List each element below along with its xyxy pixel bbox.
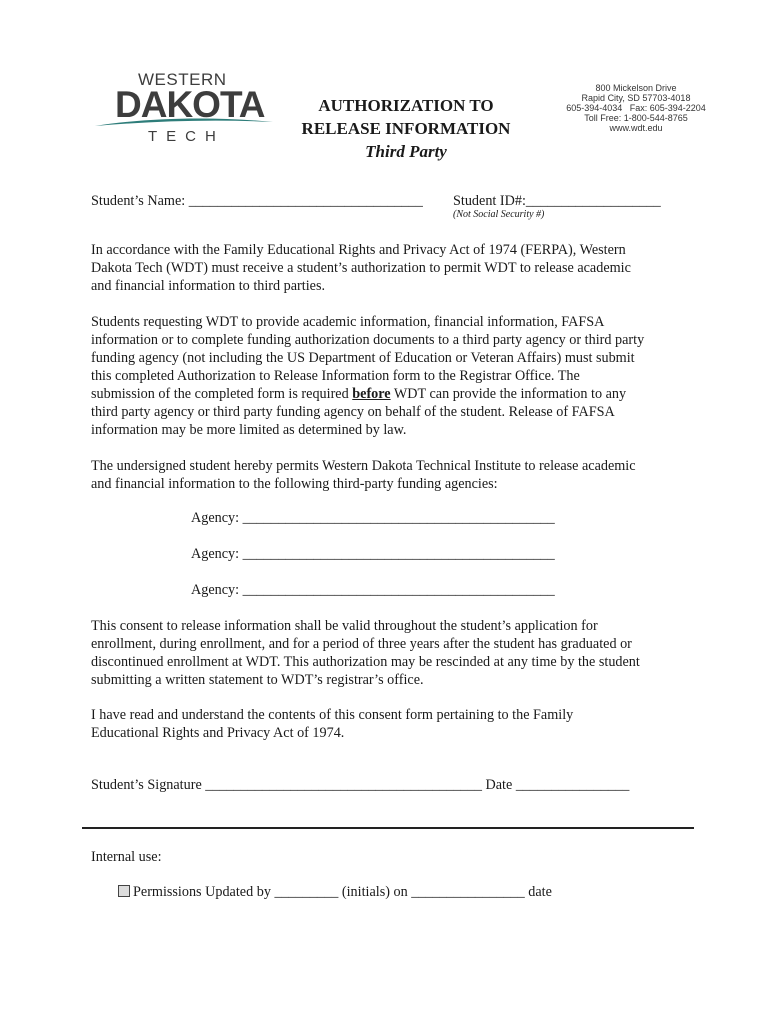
section-divider xyxy=(82,827,694,829)
agency-field-3[interactable]: Agency: ____________________________________________ xyxy=(191,582,555,598)
title-line1: AUTHORIZATION TO xyxy=(318,96,494,115)
text-line: information or to complete funding authorization documents to a third party agency or third party xyxy=(91,332,645,348)
emphasis-before: before xyxy=(352,386,391,402)
permission-paragraph xyxy=(91,457,691,493)
logo-swoosh-icon xyxy=(93,114,275,128)
text-line: and financial information to third parties. xyxy=(91,278,326,294)
text-fragment: WDT can provide the information to any xyxy=(390,386,627,402)
text-line: discontinued enrollment at WDT. This authorization may be rescinded at any time by the student xyxy=(91,654,640,670)
internal-use-label: Internal use: xyxy=(91,849,162,865)
text-line: funding agency (not including the US Department of Education or Veteran Affairs) must submit xyxy=(91,350,635,366)
text-line: In accordance with the Family Educational Rights and Privacy Act of 1974 (FERPA), Western xyxy=(91,242,626,258)
text-line: and financial information to the following third-party funding agencies: xyxy=(91,476,498,492)
request-paragraph xyxy=(91,313,691,439)
text-line: Dakota Tech (WDT) must receive a student’s authorization to permit WDT to release academic xyxy=(91,260,631,276)
text-line: I have read and understand the contents of this consent form pertaining to the Family xyxy=(91,707,574,723)
text-line: This consent to release information shall be valid throughout the student’s application for xyxy=(91,618,598,634)
text-line: enrollment, during enrollment, and for a period of three years after the student has graduated or xyxy=(91,636,632,652)
text-line: this completed Authorization to Release Information form to the Registrar Office. The xyxy=(91,368,580,384)
text-line: Educational Rights and Privacy Act of 1974. xyxy=(91,725,345,741)
consent-paragraph xyxy=(91,617,691,689)
permissions-row xyxy=(118,884,552,901)
logo-line2: DAKOTA xyxy=(115,84,265,125)
address-street: 800 Mickelson Drive xyxy=(595,83,677,93)
student-name-field[interactable]: Student’s Name: _________________________________ xyxy=(91,193,423,209)
form-title xyxy=(292,94,520,163)
address-block xyxy=(553,83,719,133)
text-line: information may be more limited as determined by law. xyxy=(91,422,407,438)
ferpa-paragraph xyxy=(91,241,691,295)
signature-date-field[interactable]: Student’s Signature _______________________________________ Date ________________ xyxy=(91,777,630,793)
logo-line1: WESTERN xyxy=(138,70,227,89)
address-web: www.wdt.edu xyxy=(609,123,663,133)
permissions-text: Permissions Updated by _________ (initials) on ________________ date xyxy=(133,884,552,900)
agency-field-1[interactable]: Agency: ____________________________________________ xyxy=(191,510,555,526)
title-line2: RELEASE INFORMATION xyxy=(301,119,511,138)
text-line: submitting a written statement to WDT’s registrar’s office. xyxy=(91,672,424,688)
permissions-checkbox[interactable] xyxy=(118,885,130,897)
form-subtitle: Third Party xyxy=(365,142,447,161)
logo-line3: TECH xyxy=(148,128,225,145)
text-line xyxy=(91,385,691,403)
text-line: Students requesting WDT to provide academic information, financial information, FAFSA xyxy=(91,314,605,330)
text-fragment: submission of the completed form is required xyxy=(91,386,353,402)
acknowledgement-paragraph xyxy=(91,706,691,742)
address-tollfree: Toll Free: 1-800-544-8765 xyxy=(584,113,688,123)
text-line: third party agency or third party funding agency on behalf of the student. Release of FAFSA xyxy=(91,404,615,420)
wdt-logo xyxy=(93,70,275,148)
address-phone-fax: 605-394-4034 Fax: 605-394-2204 xyxy=(566,103,706,113)
text-line: The undersigned student hereby permits Western Dakota Technical Institute to release academic xyxy=(91,458,636,474)
address-city: Rapid City, SD 57703-4018 xyxy=(581,93,691,103)
student-id-note: (Not Social Security #) xyxy=(453,209,545,220)
agency-field-2[interactable]: Agency: ____________________________________________ xyxy=(191,546,555,562)
student-id-field[interactable]: Student ID#:___________________ xyxy=(453,193,661,209)
